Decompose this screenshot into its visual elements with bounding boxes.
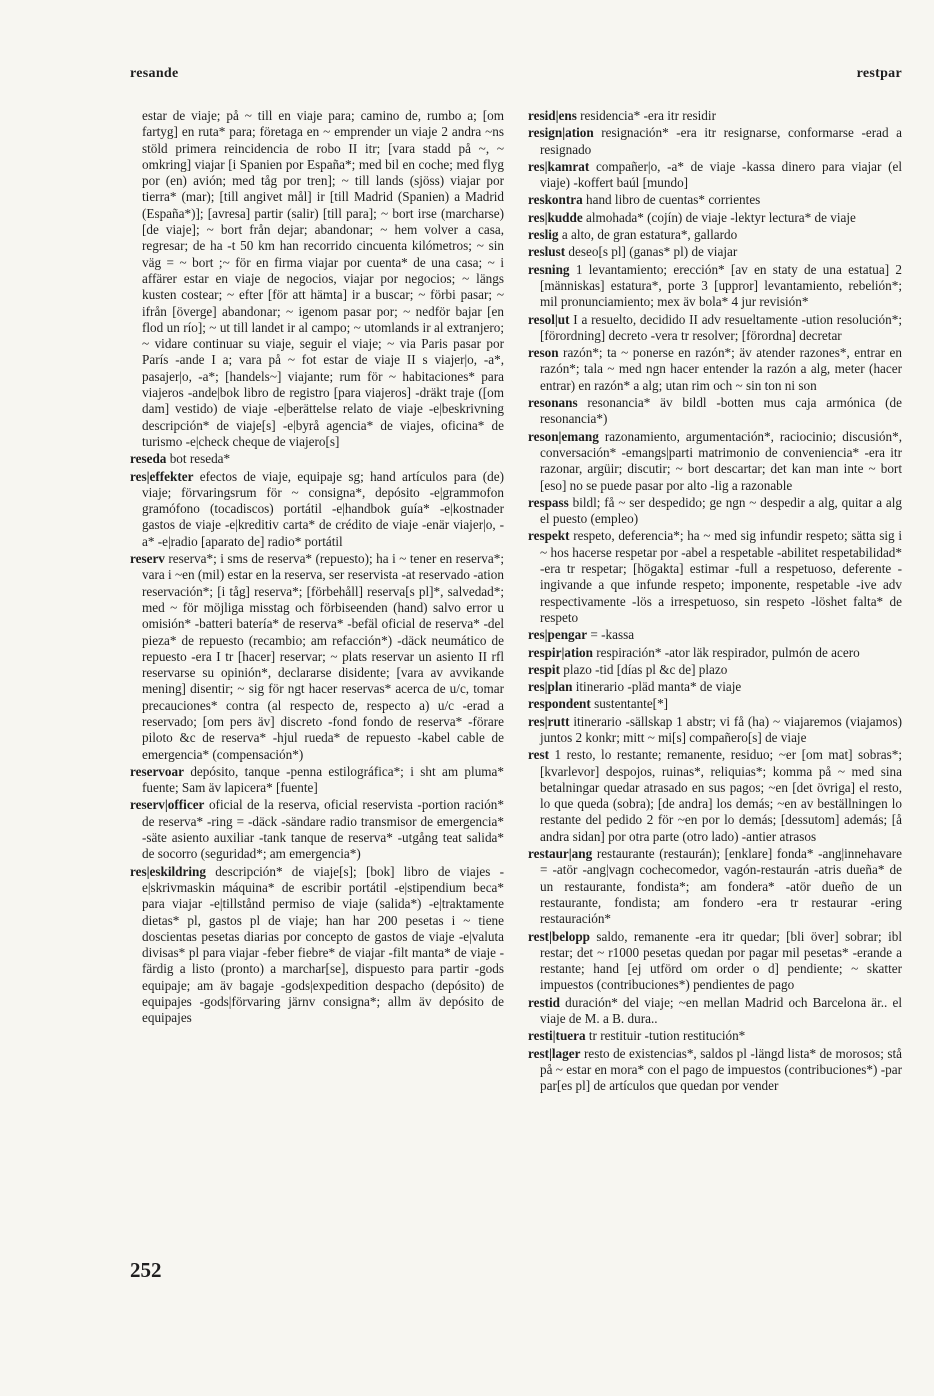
entry-definition: 1 resto, lo restante; remanente, residuo; ~er [om mat] sobras*; [kvarlevor] despojos, ruinas*, reliquias*; komma på ~ med sina betalningar quedar atrasado en sus pagos; ~en [det övriga] el resto, lo que queda (sobra); [de andra] los demás; ~en av beställningen lo restante del pedido 2 för ~en por lo demás; [dessutom] además; [å andra sidan] por otra parte (otro lado) -antier atrasos: [540, 747, 902, 844]
dictionary-entry: [528, 995, 902, 1028]
dictionary-entry: [528, 159, 902, 192]
entry-headword: restid: [528, 994, 560, 1010]
entry-definition: respeto, deferencia*; ha ~ med sig infundir respeto; sätta sig i ~ hos hacerse respetar por -abel a respetable -abilitet respetabilidad* -era tr respetar; [högakta] estimar -full a respetuoso, deferente -ingivande a que infunde respeto; imponente, respetable -ive adv respectivamente -lös a irrespetuoso, sin respeto -löshet falta* de respeto: [540, 528, 903, 625]
entry-definition: resonancia* äv bildl -botten mus caja armónica (de resonancia*): [540, 395, 903, 427]
entry-definition: bildl; få ~ ser despedido; ge ngn ~ despedir a alg, quitar a alg el puesto (empleo): [540, 494, 903, 527]
entry-definition: sustentante[*]: [594, 696, 669, 712]
entry-definition: itinerario -pläd manta* de viaje: [575, 679, 742, 695]
dictionary-entry: [130, 551, 504, 763]
dictionary-entry: [528, 210, 902, 226]
entry-headword: respit: [528, 661, 560, 677]
entry-definition: razón*; ta ~ ponerse en razón*; äv atender razones*, entrar en razón*; tala ~ med ngn hacer entender la razón a alg, meter (hacer entrar) en razón* a alg; utan rim och ~ sin ton ni son: [540, 345, 902, 393]
dictionary-entry: [528, 929, 902, 994]
dictionary-entry: [528, 1028, 902, 1044]
entry-definition: saldo, remanente -era itr quedar; [bli över] sobrar; ibl restar; det ~ r1000 pesetas quedan por pagar mil pesetas* -erande a restante; hand [ej utförd om order o d] pendiente; ~ skatter impuestos (contribuciones*) pendientes de pago: [540, 928, 902, 993]
entry-headword: respir|ation: [528, 644, 593, 660]
entry-definition: almohada* (cojín) de viaje -lektyr lectura* de viaje: [586, 209, 856, 225]
dictionary-entry: [130, 864, 504, 1027]
entry-definition: a alto, de gran estatura*, gallardo: [561, 227, 738, 243]
entry-headword: reslig: [528, 227, 559, 243]
entry-headword: respass: [528, 494, 569, 510]
entry-headword: reslust: [528, 244, 566, 260]
entry-definition: residencia* -era itr residir: [580, 108, 716, 123]
entry-headword: res|eskildring: [130, 863, 206, 879]
dictionary-entry: [528, 645, 902, 661]
entry-definition: tr restituir -tution restitución*: [588, 1028, 746, 1044]
entry-headword: res|kamrat: [528, 158, 590, 174]
dictionary-entry: [528, 846, 902, 927]
dictionary-entry: [130, 764, 504, 797]
dictionary-entry: [528, 528, 902, 626]
dictionary-entry: [528, 662, 902, 678]
running-head-left: resande: [130, 66, 179, 81]
dictionary-entry: [528, 714, 902, 747]
entry-definition: bot reseda*: [169, 451, 231, 467]
dictionary-entry: [528, 345, 902, 394]
entry-definition: plazo -tid [días pl &c de] plazo: [563, 661, 728, 677]
entry-definition: depósito, tanque -penna estilográfica*; i sht am pluma* fuente; Sam äv lapicera* [fuente]: [142, 763, 504, 796]
entry-definition: I a resuelto, decidido II adv resueltamente -ution resolución*; [förordning] decreto -vera tr resolver; [förordna] decretar: [540, 311, 902, 343]
entry-headword: res|pengar: [528, 627, 588, 643]
entry-definition: duración* del viaje; ~en mellan Madrid och Barcelona är.. el viaje de M. a B. dura..: [540, 994, 903, 1027]
entry-headword: res|kudde: [528, 209, 583, 225]
entry-headword: resol|ut: [528, 311, 570, 327]
entry-headword: reson: [528, 345, 559, 361]
dictionary-entry: [528, 429, 902, 494]
dictionary-entry: [130, 451, 504, 467]
dictionary-entry: [528, 495, 902, 528]
dictionary-entry: [528, 627, 902, 643]
entry-headword: restaur|ang: [528, 846, 593, 862]
entry-definition: deseo[s pl] (ganas* pl) de viajar: [568, 244, 738, 260]
entry-headword: resonans: [528, 395, 578, 411]
dictionary-entry: [528, 747, 902, 845]
entry-definition: hand libro de cuentas* corrientes: [586, 192, 761, 208]
dictionary-entry: [528, 395, 902, 428]
dictionary-entry: [528, 1046, 902, 1095]
entry-headword: rest: [528, 747, 549, 763]
entry-headword: resti|tuera: [528, 1028, 586, 1044]
entry-definition: razonamiento, argumentación*, raciocinio; discusión*, conversación* -emangs|parti matrimonio de conveniencia* -era itr razonar, argüir; discutir; ~ bort descartar; det kan man inte ~ bort [eso] no se puede pasar por alto -lig a razonable: [540, 428, 903, 493]
entry-definition: respiración* -ator läk respirador, pulmón de acero: [596, 644, 860, 660]
entry-headword: respekt: [528, 528, 570, 544]
entry-headword: respondent: [528, 696, 591, 712]
entry-headword: resign|ation: [528, 125, 594, 141]
entry-headword: reservoar: [130, 763, 184, 779]
entry-definition: resto de existencias*, saldos pl -längd lista* de morosos; stå på ~ estar en mora* con el pago de impuestos (contribuciones*) -par par[es pl] de artículos que quedan por vender: [540, 1045, 902, 1094]
entry-definition: itinerario -sällskap 1 abstr; vi få (ha) ~ viajaremos (viajamos) juntos 2 konkr; mitt ~ mi[s] compañero[s] de viaje: [540, 713, 902, 745]
dictionary-entry: [528, 227, 902, 243]
entry-headword: reseda: [130, 451, 167, 467]
entry-headword: resid|ens: [528, 108, 577, 123]
right-column: [528, 108, 902, 1096]
dictionary-entry: [528, 125, 902, 158]
dictionary-entry: [130, 469, 504, 550]
entry-definition: reserva*; i sms de reserva* (repuesto); ha i ~ tener en reserva*; vara i ~en (mil) estar en la reserva, ser reservista -at reservado -ation reservación*; [i tåg] reserva*; [förbehåll] reserva[s pl]*, salvedad*; med ~ för möjliga misstag och förbiseenden (hand) salvo error u omisión* -batteri batería* de reserva* -befäl oficial de reserva* -del pieza* de repuesto (recambio; am refacción*) -däck neumático de repuesto -era I tr [hacer] reservar; ~ plats reservar un asiento II rfl reservarse su opinión*, declararse disidente; [vara av avvikande mening] disentir; ~ sig för ngt hacer reservas* acerca de u/c, tomar precauciones* contra (al respecto de, respecto a) u/c -erad a reservado; [om pers äv] discreto -fond fondo de reserva* -förare piloto &c de reserva* -hjul rueda* de repuesto -kabel cable de emergencia* (compensación*): [142, 551, 504, 762]
dictionary-entry: [528, 244, 902, 260]
entry-headword: reskontra: [528, 192, 583, 208]
entry-headword: res|effekter: [130, 468, 194, 484]
entry-definition: descripción* de viaje[s]; [bok] libro de viajes -e|skrivmaskin máquina* de escribir portátil -e|stipendium beca* para viajar -e|tillstånd permiso de viaje (salida*) -e|traktamente dietas* pl, gastos pl de viaje; han har 200 pesetas i ~ tiene doscientas pesetas diarias por concepto de gastos de viaje -e|valuta divisas* pl para viajar -feber fiebre* de viajar -filt manta* de viaje -färdig a listo (pronto) a marchar[se], dispuesto para partir -gods equipaje; am äv bagaje -gods|expedition despacho (depósito) de equipajes -gods|förvaring järnv consigna*; allm äv depósito de equipajes: [142, 863, 505, 1026]
running-head-right: restpar: [856, 66, 902, 81]
dictionary-entry: [528, 192, 902, 208]
entry-headword: rest|belopp: [528, 928, 591, 944]
entry-headword: res|rutt: [528, 713, 570, 729]
entry-definition: compañer|o, -a* de viaje -kassa dinero para viajar (el viaje) -koffert baúl [mundo]: [540, 158, 902, 191]
entry-definition: resignación* -era itr resignarse, conformarse -erad a resignado: [540, 125, 903, 157]
entry-headword: rest|lager: [528, 1045, 581, 1061]
dictionary-entry: [528, 262, 902, 311]
dictionary-entry: [528, 108, 902, 124]
entry-headword: resning: [528, 261, 570, 277]
entry-headword: res|plan: [528, 679, 573, 695]
page-number: 252: [130, 1258, 162, 1282]
entry-definition: estar de viaje; på ~ till en viaje para; camino de, rumbo a; [om fartyg] en ruta* para; företaga en ~ emprender un viaje 2 andra ~ns stöld primera reincidencia de robo II itr; [vara stadd på ~, ~ omkring] viajar [i Spanien por España*; med bil en coche; med flyg por (en) avión; med tåg por tren]; ~ till lands (sjöss) viajar por tierra* (mar); [till angivet mål] ir [till Madrid (Spanien) a Madrid (España*)]; [avresa] partir (salir) [till para]; ~ bort irse (marcharse) [de viaje]; ~ bort från dejar; abandonar; ~ hem volver a casa, regresar; de ha -t 50 km han recorrido cincuenta kilómetros; ~ sin väg = ~ bort ;~ för en firma viajar por cuenta* de una casa; ~ i affärer estar en viaje de negocios, viajar por negocios; ~ längs kusten costear; ~ efter [för att hämta] ir a buscar; ~ förbi pasar; ~ ifrån [överge] abandonar; ~ igenom pasar por; ~ nedför bajar [en flod un río]; ~ ut till landet ir al campo; ~ utomlands ir al extranjero; ~ vidare continuar su viaje, seguir el viaje; ~ via Paris pasar por París -ande I a; vara på ~ fot estar de viaje II s viajer|o, -a*, pasajer|o, -a*; [handels~] viajante; rum för ~ habitaciones* para viajeros -ande|bok libro de registro [para viajeros] -dräkt traje ([om dam] vestido) de viaje -e|berättelse relato de viaje -e|beskrivning descripción* de viaje[s] -e|byrå agencia* de viajes, oficina* de turismo -e|check cheque de viajero[s]: [142, 108, 504, 449]
entry-definition: oficial de la reserva, oficial reservista -portion ración* de reserva* -ring = -däck -sändare radio transmisor de emergencia* -säte asiento auxiliar -tank tanque de reserva* -utgång teat salida* de socorro (seguridad*; am emergencia*): [142, 797, 504, 862]
dictionary-entry: [528, 679, 902, 695]
entry-definition: restaurante (restaurán); [enklare] fonda* -ang|innehavare = -atör -ang|vagn cochecomedor, vagón-restaurán -atris dueña* de un restaurante, fondista*; am fondera* -atör dueño de un restaurante, fondista; am fondero -era tr restaurar -ering restauración*: [540, 846, 902, 927]
entry-definition: 1 levantamiento; erección* [av en staty de una estatua] 2 [människas] estatura*, porte 3 [uppror] levantamiento, rebelión*; mil pronunciamiento; mex äv bola* 4 jur revisión*: [540, 261, 902, 310]
entry-headword: reserv: [130, 551, 165, 567]
dictionary-entry: [528, 696, 902, 712]
dictionary-entry: [130, 797, 504, 862]
entry-definition: = -kassa: [590, 627, 635, 643]
left-column: [130, 108, 504, 1028]
entry-definition: efectos de viaje, equipaje sg; hand artículos para (de) viaje; förvaringsrum för ~ consigna*, depósito -e|grammofon gramófono (tocadiscos) portátil -e|handbok guía* -e|kostnader gastos de viaje -e|kreditiv carta* de crédito de viaje -enär viajer|o, -a* -e|radio [aparato de] radio* portátil: [142, 468, 504, 549]
entry-headword: reserv|officer: [130, 797, 205, 813]
dictionary-entry: [528, 312, 902, 345]
entry-headword: reson|emang: [528, 428, 599, 444]
dictionary-entry: [130, 108, 504, 450]
